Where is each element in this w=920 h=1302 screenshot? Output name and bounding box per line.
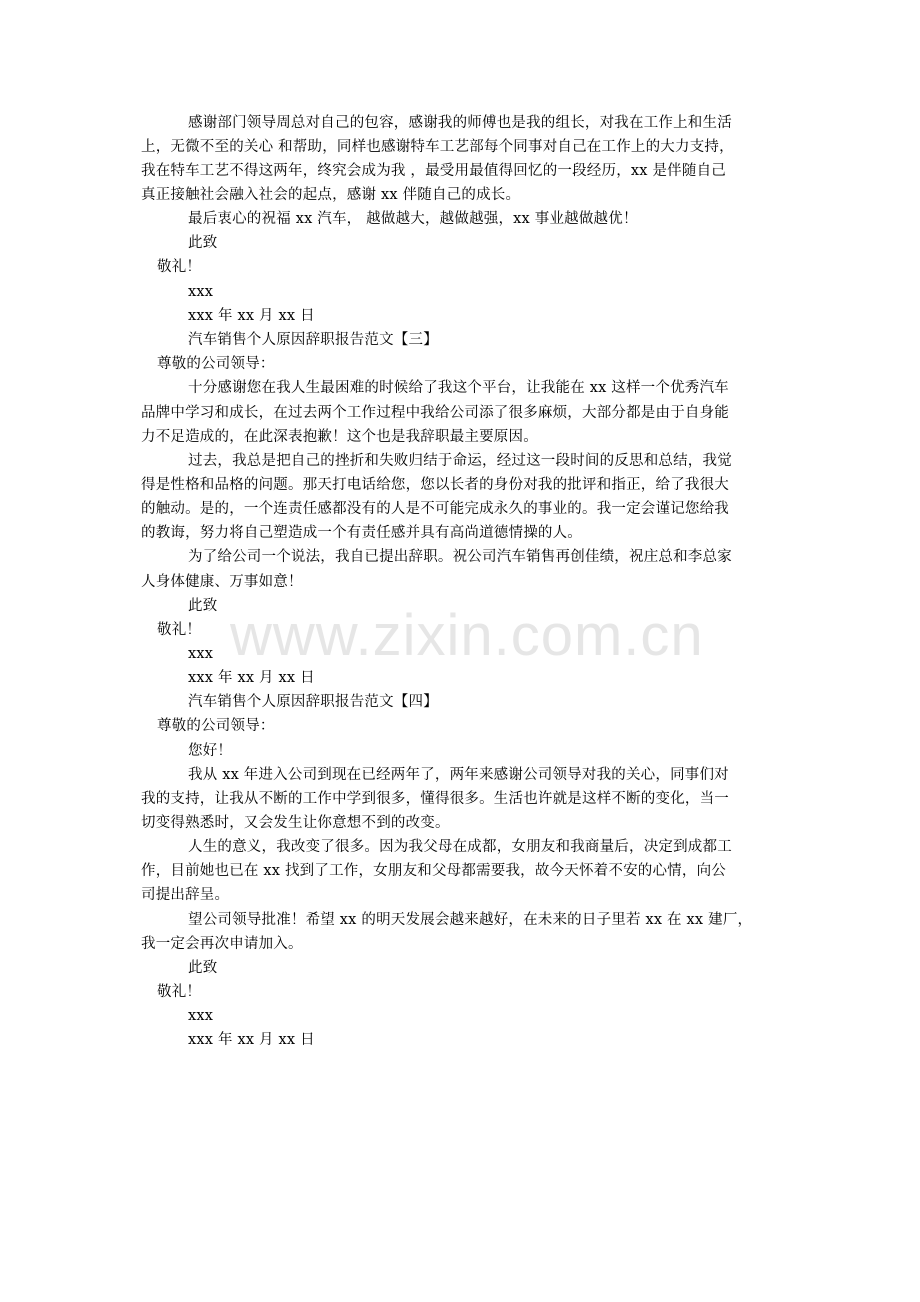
- paragraph-line: 力不足造成的，在此深表抱歉！这个也是我辞职最主要原因。: [141, 429, 538, 445]
- paragraph-line: 的教诲，努力将自己塑造成一个有责任感并具有高尚道德情操的人。: [141, 525, 582, 541]
- paragraph-line: 人身体健康、万事如意！: [141, 574, 303, 590]
- signature-date: xxx 年 xx 月 xx 日: [188, 308, 315, 324]
- paragraph-line: 感谢部门领导周总对自己的包容，感谢我的师傅也是我的组长，对我在工作上和生活: [188, 115, 732, 131]
- greeting: 您好！: [188, 743, 233, 759]
- signature-name: xxx: [188, 1008, 214, 1024]
- closing-jingli: 敬礼！: [157, 984, 202, 1000]
- paragraph-line: 过去，我总是把自己的挫折和失败归结于命运，经过这一段时间的反思和总结，我觉: [188, 453, 732, 469]
- paragraph-line: 为了给公司一个说法，我自已提出辞职。祝公司汽车销售再创佳绩，祝庄总和李总家: [188, 549, 732, 565]
- paragraph-line: 司提出辞呈。: [141, 887, 230, 903]
- closing-jingli: 敬礼！: [157, 622, 202, 638]
- paragraph-line: 真正接触社会融入社会的起点，感谢 xx 伴随自己的成长。: [141, 187, 521, 203]
- closing-cizhi: 此致: [188, 235, 218, 251]
- signature-name: xxx: [188, 646, 214, 662]
- paragraph-line: 我在特车工艺不得这两年，终究会成为我 ，最受用最值得回忆的一段经历，xx 是伴随自己: [141, 163, 726, 179]
- paragraph-line: 我从 xx 年进入公司到现在已经两年了，两年来感谢公司领导对我的关心，同事们对: [188, 767, 729, 783]
- watermark: www.zixin.com.cn: [230, 603, 704, 668]
- closing-jingli: 敬礼！: [157, 259, 202, 275]
- signature-date: xxx 年 xx 月 xx 日: [188, 1032, 315, 1048]
- paragraph-line: 切变得熟悉时，又会发生让你意想不到的改变。: [141, 815, 450, 831]
- paragraph-line: 我的支持，让我从不断的工作中学到很多，懂得很多。生活也许就是这样不断的变化，当一: [141, 791, 729, 807]
- signature-date: xxx 年 xx 月 xx 日: [188, 670, 315, 686]
- section-heading: 汽车销售个人原因辞职报告范文【三】: [188, 332, 438, 348]
- paragraph-line: 望公司领导批准！希望 xx 的明天发展会越来越好，在未来的日子里若 xx 在 xx 建厂，: [188, 912, 753, 928]
- signature-name: xxx: [188, 284, 214, 300]
- paragraph-line: 最后衷心的祝福 xx 汽车， 越做越大，越做越强，xx 事业越做越优！: [188, 211, 638, 227]
- salutation: 尊敬的公司领导：: [157, 718, 275, 734]
- paragraph-line: 我一定会再次申请加入。: [141, 936, 303, 952]
- closing-cizhi: 此致: [188, 598, 218, 614]
- paragraph-line: 的触动。是的，一个连责任感都没有的人是不可能完成永久的事业的。我一定会谨记您给我: [141, 501, 729, 517]
- paragraph-line: 得是性格和品格的问题。那天打电话给您，您以长者的身份对我的批评和指正，给了我很大: [141, 477, 729, 493]
- section-heading: 汽车销售个人原因辞职报告范文【四】: [188, 694, 438, 710]
- paragraph-line: 十分感谢您在我人生最困难的时候给了我这个平台，让我能在 xx 这样一个优秀汽车: [188, 380, 729, 396]
- closing-cizhi: 此致: [188, 960, 218, 976]
- paragraph-line: 作，目前她也已在 xx 找到了工作，女朋友和父母都需要我，故今天怀着不安的心情，向公: [141, 863, 726, 879]
- paragraph-line: 品牌中学习和成长，在过去两个工作过程中我给公司添了很多麻烦，大部分都是由于自身能: [141, 405, 729, 421]
- paragraph-line: 上，无微不至的关心 和帮助，同样也感谢特车工艺部每个同事对自己在工作上的大力支持，: [141, 139, 734, 155]
- salutation: 尊敬的公司领导：: [157, 356, 275, 372]
- paragraph-line: 人生的意义，我改变了很多。因为我父母在成都，女朋友和我商量后，决定到成都工: [188, 839, 732, 855]
